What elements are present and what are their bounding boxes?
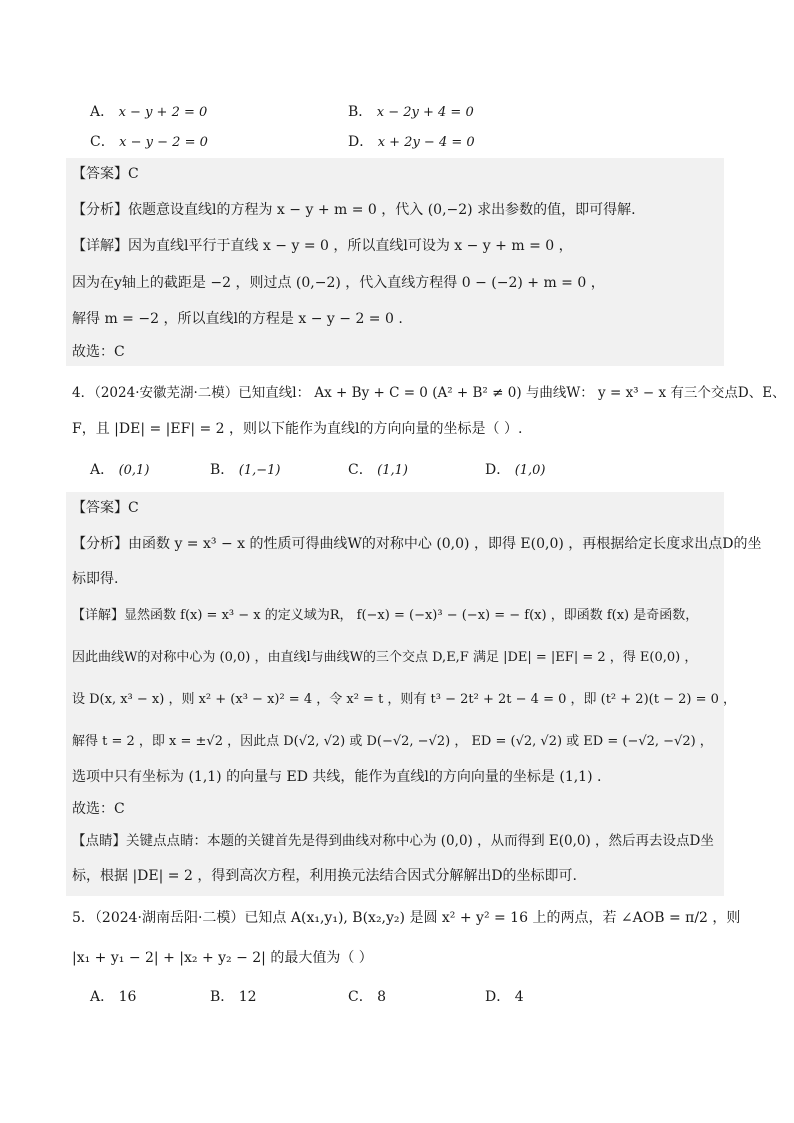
q4-detail-line: 因此曲线W的对称中心为 (0,0) ，由直线l与曲线W的三个交点 D,E,F 满足 |DE| = |EF| = 2 ，得 E(0,0) ，: [72, 650, 698, 665]
q5-option-d: [485, 987, 524, 1007]
q3-option-d: [348, 132, 475, 153]
option-expr: x − y − 2 = 0: [119, 135, 208, 150]
q5-stem-line: 5．（2024·湖南岳阳·二模）已知点 A(x₁,y₁), B(x₂,y₂) 是圆 x² + y² = 16 上的两点，若 ∠AOB = π/2 ，则: [72, 910, 741, 926]
option-label: A．: [90, 462, 115, 478]
option-label: C．: [348, 462, 373, 478]
q4-answer: 【答案】C: [72, 500, 139, 516]
option-expr: (1,1): [377, 463, 408, 478]
option-expr: 4: [514, 989, 524, 1005]
option-expr: x − y + 2 = 0: [118, 105, 208, 120]
q3-detail-line: 因为在y轴上的截距是 −2 ，则过点 (0,−2) ，代入直线方程得 0 − (−2) + m = 0 ，: [72, 275, 605, 291]
q5-option-b: [210, 987, 257, 1007]
q4-detail-line: 选项中只有坐标为 (1,1) 的向量与 ED 共线，能作为直线l的方向向量的坐标是 (1,1) .: [72, 769, 602, 785]
q4-choice: 故选：C: [72, 801, 125, 817]
option-label: B．: [210, 989, 235, 1005]
q4-stem-line: F，且 |DE| = |EF| = 2 ，则以下能作为直线l的方向向量的坐标是（ ）.: [72, 421, 523, 437]
option-label: A．: [90, 104, 115, 120]
q3-solution-box: [66, 158, 724, 366]
q3-option-b: [348, 102, 474, 123]
q4-option-b: [210, 460, 280, 481]
option-expr: (0,1): [118, 463, 150, 478]
q4-detail-line: 解得 t = 2 ，即 x = ±√2 ，因此点 D(√2, √2) 或 D(−√2, −√2) ， ED = (√2, √2) 或 ED = (−√2, −√2) ，: [72, 734, 713, 749]
option-label: C．: [348, 989, 373, 1005]
option-expr: 8: [377, 989, 387, 1005]
q4-stem-line: 4．（2024·安徽芜湖·二模）已知直线l： Ax + By + C = 0 (A² + B² ≠ 0) 与曲线W： y = x³ − x 有三个交点D、E、: [72, 385, 786, 401]
q3-option-a: [90, 102, 207, 123]
option-label: C．: [90, 134, 115, 150]
option-expr: 16: [118, 989, 137, 1005]
q5-option-a: [90, 987, 136, 1007]
option-label: A．: [90, 989, 115, 1005]
q3-analysis: 【分析】依题意设直线l的方程为 x − y + m = 0 ，代入 (0,−2) 求出参数的值，即可得解.: [72, 202, 636, 218]
option-label: B．: [348, 104, 373, 120]
q3-detail-line: 解得 m = −2 ，所以直线l的方程是 x − y − 2 = 0 .: [72, 311, 403, 327]
q4-detail-line: 【详解】显然函数 f(x) = x³ − x 的定义域为R， f(−x) = (−x)³ − (−x) = − f(x) ，即函数 f(x) 是奇函数，: [72, 608, 699, 623]
q4-option-c: [348, 460, 408, 481]
q4-option-d: [485, 460, 546, 481]
option-label: B．: [210, 462, 235, 478]
q4-detail-line: 设 D(x, x³ − x) ，则 x² + (x³ − x)² = 4 ，令 x² = t ，则有 t³ − 2t² + 2t − 4 = 0 ，即 (t² + 2)(t − 2) = 0 ，: [72, 692, 736, 707]
q3-answer: 【答案】C: [72, 166, 139, 182]
q4-points-line: 标，根据 |DE| = 2 ，得到高次方程，利用换元法结合因式分解解出D的坐标即可.: [72, 868, 577, 884]
option-expr: x − 2y + 4 = 0: [376, 105, 474, 120]
option-expr: 12: [238, 989, 257, 1005]
q5-option-c: [348, 987, 386, 1007]
q3-option-c: [90, 132, 208, 153]
q3-detail-line: 【详解】因为直线l平行于直线 x − y = 0 ，所以直线l可设为 x − y + m = 0 ，: [72, 238, 573, 254]
q4-option-a: [90, 460, 149, 481]
q4-analysis-line: 【分析】由函数 y = x³ − x 的性质可得曲线W的对称中心 (0,0) ，即得 E(0,0) ，再根据给定长度求出点D的坐: [72, 536, 762, 552]
q4-points-line: 【点睛】关键点点睛：本题的关键首先是得到曲线对称中心为 (0,0) ，从而得到 E(0,0) ，然后再去设点D坐: [72, 833, 714, 849]
option-label: D．: [485, 989, 511, 1005]
option-expr: x + 2y − 4 = 0: [377, 135, 475, 150]
q5-stem-line: |x₁ + y₁ − 2| + |x₂ + y₂ − 2| 的最大值为（ ）: [72, 950, 373, 966]
option-expr: (1,0): [514, 463, 546, 478]
option-label: D．: [485, 462, 511, 478]
option-expr: (1,−1): [238, 463, 281, 478]
q3-choice: 故选：C: [72, 344, 125, 360]
option-label: D．: [348, 134, 374, 150]
q4-analysis-line: 标即得.: [72, 571, 119, 587]
